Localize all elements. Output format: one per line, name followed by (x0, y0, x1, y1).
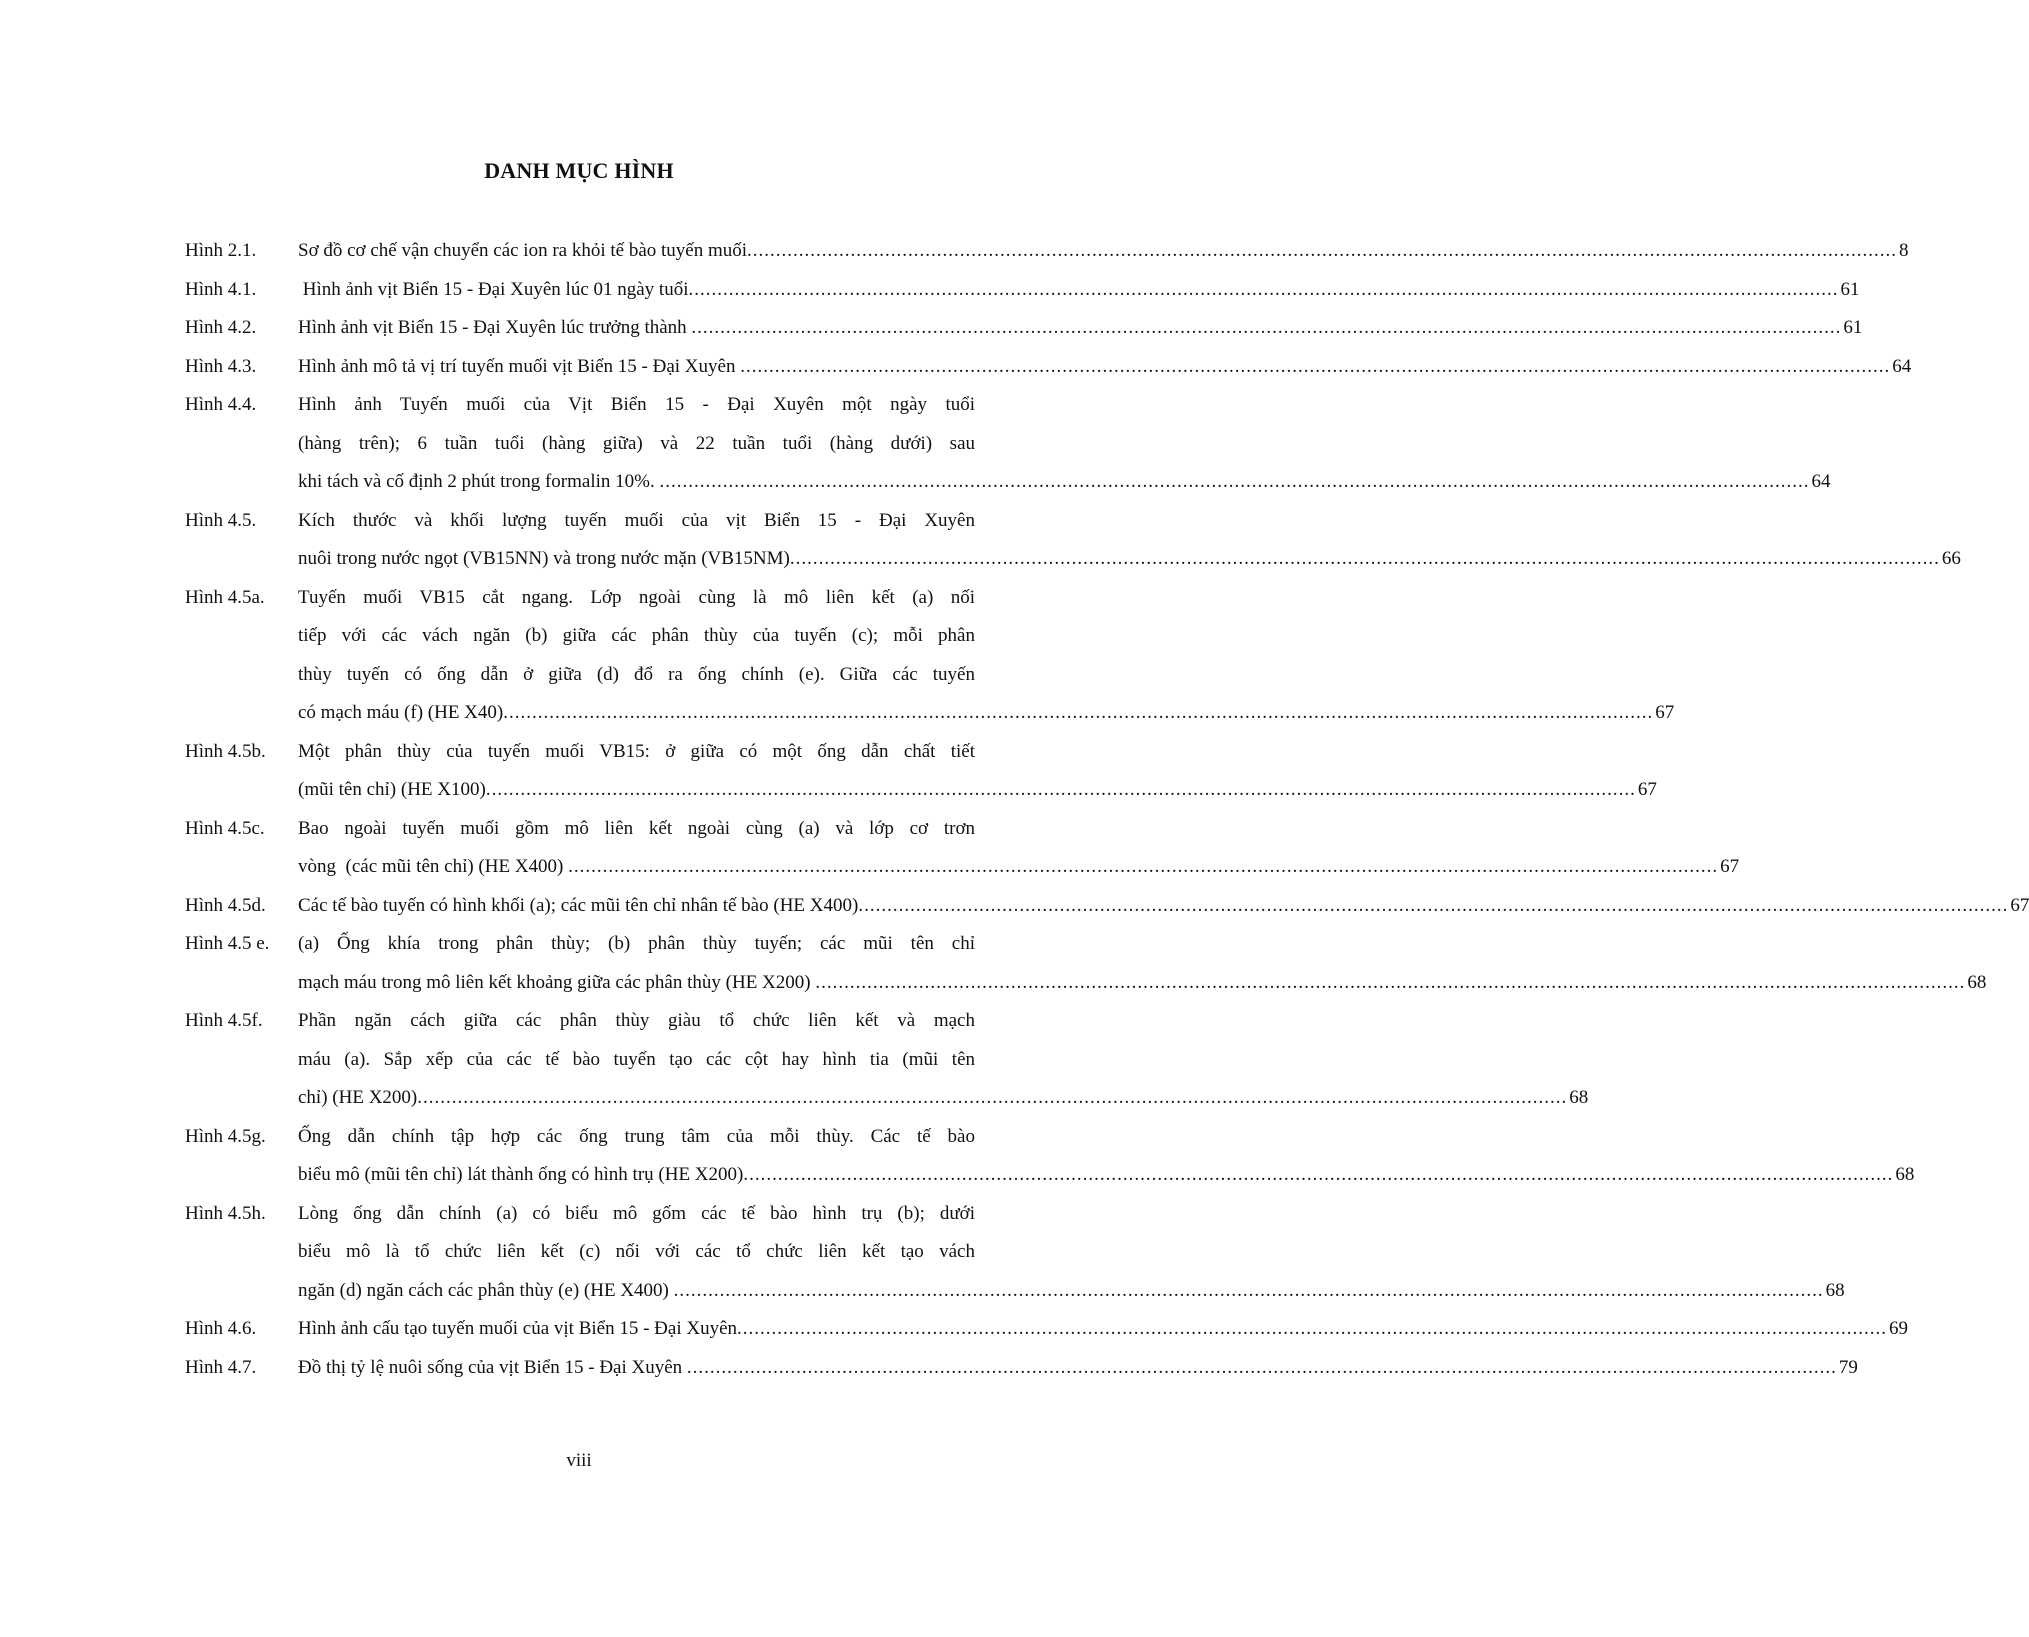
figure-label: Hình 4.5g. (185, 1125, 266, 1147)
caption-text: ngăn (d) ngăn cách các phân thùy (e) (HE X400) (298, 1279, 674, 1301)
caption-last-line (298, 540, 1961, 579)
figure-caption (298, 309, 1863, 348)
caption-last-line (298, 232, 1909, 271)
caption-line: (a) Ống khía trong phân thùy; (b) phân thùy tuyến; các mũi tên chỉ (298, 933, 975, 954)
figure-label: Hình 4.5c. (185, 817, 265, 839)
page-ref: 61 (1840, 278, 1860, 300)
figure-label: Hình 2.1. (185, 240, 257, 261)
dot-leader: ........................................................................................................................................................................................................ (485, 779, 1636, 800)
caption-line: (hàng trên); 6 tuần tuổi (hàng giữa) và 22 tuần tuổi (hàng dưới) sau (298, 432, 975, 454)
dot-leader: ........................................................................................................................................................................................................ (789, 548, 1940, 569)
caption-last-line (298, 887, 2029, 926)
figure-label: Hình 4.3. (185, 355, 257, 377)
toc-entry[interactable] (185, 309, 1863, 348)
toc-entry[interactable] (185, 271, 1860, 310)
page-ref: 68 (1895, 1164, 1915, 1185)
figure-label: Hình 4.5. (185, 509, 257, 531)
caption-text: Hình ảnh cấu tạo tuyến muối của vịt Biển 15 - Đại Xuyên (298, 1318, 738, 1339)
page-ref: 69 (1889, 1318, 1909, 1339)
caption-last-line (298, 848, 1740, 887)
toc-entry[interactable] (185, 1118, 1915, 1195)
caption-last-line (298, 1156, 1915, 1195)
figure-label: Hình 4.4. (185, 394, 257, 415)
page-ref: 61 (1843, 317, 1863, 338)
toc-entry[interactable] (185, 925, 1987, 1002)
dot-leader: ........................................................................................................................................................................................................ (815, 971, 1966, 993)
page-ref: 64 (1811, 471, 1831, 492)
caption-last-line (298, 1272, 1845, 1311)
figure-label: Hình 4.5d. (185, 894, 266, 916)
dot-leader: ........................................................................................................................................................................................................ (686, 1356, 1837, 1378)
caption-text: Các tế bào tuyến có hình khối (a); các mũi tên chỉ nhân tế bào (HE X400) (298, 894, 859, 916)
page-ref: 67 (1655, 702, 1675, 723)
figure-caption (298, 1349, 1858, 1388)
figure-caption (298, 925, 1987, 1002)
caption-last-line (298, 694, 1675, 733)
caption-text: Sơ đồ cơ chế vận chuyển các ion ra khỏi tế bào tuyến muối (298, 240, 748, 261)
page-number: viii (566, 1450, 592, 1471)
page-title: DANH MỤC HÌNH (484, 158, 674, 183)
dot-leader: ........................................................................................................................................................................................................ (691, 317, 1842, 338)
caption-line: Kích thước và khối lượng tuyến muối của vịt Biển 15 - Đại Xuyên (298, 509, 975, 531)
caption-last-line (298, 1310, 1909, 1349)
figure-label: Hình 4.5h. (185, 1202, 266, 1224)
figure-caption (298, 887, 2029, 926)
caption-text: chỉ) (HE X200) (298, 1087, 418, 1108)
toc-entry[interactable] (185, 502, 1961, 579)
dot-leader: ........................................................................................................................................................................................................ (858, 894, 2009, 916)
caption-last-line (298, 271, 1860, 310)
caption-line: Phần ngăn cách giữa các phân thùy giàu tổ chức liên kết và mạch (298, 1010, 975, 1031)
dot-leader: ........................................................................................................................................................................................................ (659, 471, 1810, 492)
figure-caption (298, 232, 1909, 271)
caption-text: Hình ảnh mô tả vị trí tuyến muối vịt Biển 15 - Đại Xuyên (298, 355, 741, 377)
figure-caption (298, 502, 1961, 579)
caption-line: tiếp với các vách ngăn (b) giữa các phân thùy của tuyến (c); mỗi phân (298, 625, 975, 646)
figure-label: Hình 4.7. (185, 1356, 257, 1378)
page-ref: 68 (1967, 971, 1987, 993)
caption-line: thùy tuyến có ống dẫn ở giữa (d) đổ ra ống chính (e). Giữa các tuyến (298, 663, 975, 685)
figure-caption (298, 1118, 1915, 1195)
figure-caption (298, 1310, 1909, 1349)
toc-entry[interactable] (185, 1310, 1909, 1349)
list-of-figures (185, 232, 2029, 1387)
dot-leader: ........................................................................................................................................................................................................ (417, 1087, 1568, 1108)
caption-line: máu (a). Sắp xếp của các tế bào tuyến tạo các cột hay hình tia (mũi tên (298, 1048, 975, 1070)
dot-leader: ........................................................................................................................................................................................................ (673, 1279, 1824, 1301)
dot-leader: ........................................................................................................................................................................................................ (503, 702, 1654, 723)
page-ref: 64 (1892, 355, 1912, 377)
figure-label: Hình 4.5a. (185, 586, 265, 608)
figure-label: Hình 4.1. (185, 278, 257, 300)
caption-line: Lòng ống dẫn chính (a) có biểu mô gốm các tế bào hình trụ (b); dưới (298, 1202, 975, 1224)
page-ref: 67 (1720, 856, 1740, 877)
toc-entry[interactable] (185, 1195, 1845, 1311)
dot-leader: ........................................................................................................................................................................................................ (740, 355, 1891, 377)
page-ref: 66 (1941, 548, 1961, 569)
toc-entry[interactable] (185, 733, 1657, 810)
caption-text: Hình ảnh vịt Biển 15 - Đại Xuyên lúc 01 ngày tuổi (298, 278, 689, 300)
caption-line: biểu mô là tổ chức liên kết (c) nối với các tổ chức liên kết tạo vách (298, 1241, 975, 1262)
toc-entry[interactable] (185, 1349, 1858, 1388)
caption-line: Tuyến muối VB15 cắt ngang. Lớp ngoài cùng là mô liên kết (a) nối (298, 586, 975, 608)
caption-last-line (298, 1349, 1858, 1388)
figure-label: Hình 4.5 e. (185, 933, 270, 954)
figure-caption (298, 348, 1912, 387)
toc-entry[interactable] (185, 348, 1912, 387)
figure-caption (298, 1002, 1589, 1118)
caption-line: Một phân thùy của tuyến muối VB15: ở giữa có một ống dẫn chất tiết (298, 740, 975, 762)
toc-entry[interactable] (185, 579, 1675, 733)
dot-leader: ........................................................................................................................................................................................................ (568, 856, 1719, 877)
toc-entry[interactable] (185, 232, 1909, 271)
page-ref: 67 (2010, 894, 2029, 916)
dot-leader: ........................................................................................................................................................................................................ (747, 240, 1898, 261)
figure-label: Hình 4.2. (185, 317, 257, 338)
caption-text: (mũi tên chỉ) (HE X100) (298, 779, 486, 800)
page-ref: 68 (1825, 1279, 1845, 1301)
dot-leader: ........................................................................................................................................................................................................ (737, 1318, 1888, 1339)
dot-leader: ........................................................................................................................................................................................................ (688, 278, 1839, 300)
page-ref: 8 (1899, 240, 1909, 261)
figure-caption (298, 271, 1860, 310)
toc-entry[interactable] (185, 1002, 1589, 1118)
caption-line: Ống dẫn chính tập hợp các ống trung tâm của mỗi thùy. Các tế bào (298, 1125, 975, 1147)
caption-last-line (298, 771, 1657, 810)
caption-text: có mạch máu (f) (HE X40) (298, 702, 504, 723)
caption-last-line (298, 348, 1912, 387)
figure-label: Hình 4.5b. (185, 740, 266, 762)
figure-caption (298, 579, 1675, 733)
figure-caption (298, 1195, 1845, 1311)
caption-text: vòng (các mũi tên chỉ) (HE X400) (298, 856, 569, 877)
caption-last-line (298, 309, 1863, 348)
caption-text: nuôi trong nước ngọt (VB15NN) và trong nước mặn (VB15NM) (298, 548, 790, 569)
caption-text: Đồ thị tỷ lệ nuôi sống của vịt Biển 15 - Đại Xuyên (298, 1356, 687, 1378)
figure-label: Hình 4.5f. (185, 1010, 263, 1031)
figure-label: Hình 4.6. (185, 1318, 257, 1339)
page-ref: 79 (1838, 1356, 1858, 1378)
caption-text: mạch máu trong mô liên kết khoảng giữa các phân thùy (HE X200) (298, 971, 816, 993)
caption-text: biểu mô (mũi tên chỉ) lát thành ống có hình trụ (HE X200) (298, 1164, 744, 1185)
caption-line: Bao ngoài tuyến muối gồm mô liên kết ngoài cùng (a) và lớp cơ trơn (298, 817, 975, 839)
toc-entry[interactable] (185, 887, 2029, 926)
caption-line: Hình ảnh Tuyến muối của Vịt Biển 15 - Đại Xuyên một ngày tuổi (298, 394, 975, 415)
figure-caption (298, 810, 1740, 887)
figure-caption (298, 386, 1831, 502)
caption-last-line (298, 1079, 1589, 1118)
page-ref: 68 (1569, 1087, 1589, 1108)
figure-caption (298, 733, 1657, 810)
caption-last-line (298, 463, 1831, 502)
caption-last-line (298, 964, 1987, 1003)
page-ref: 67 (1637, 779, 1657, 800)
caption-text: khi tách và cố định 2 phút trong formalin 10%. (298, 471, 660, 492)
dot-leader: ........................................................................................................................................................................................................ (743, 1164, 1894, 1185)
caption-text: Hình ảnh vịt Biển 15 - Đại Xuyên lúc trưởng thành (298, 317, 692, 338)
toc-entry[interactable] (185, 810, 1740, 887)
toc-entry[interactable] (185, 386, 1831, 502)
